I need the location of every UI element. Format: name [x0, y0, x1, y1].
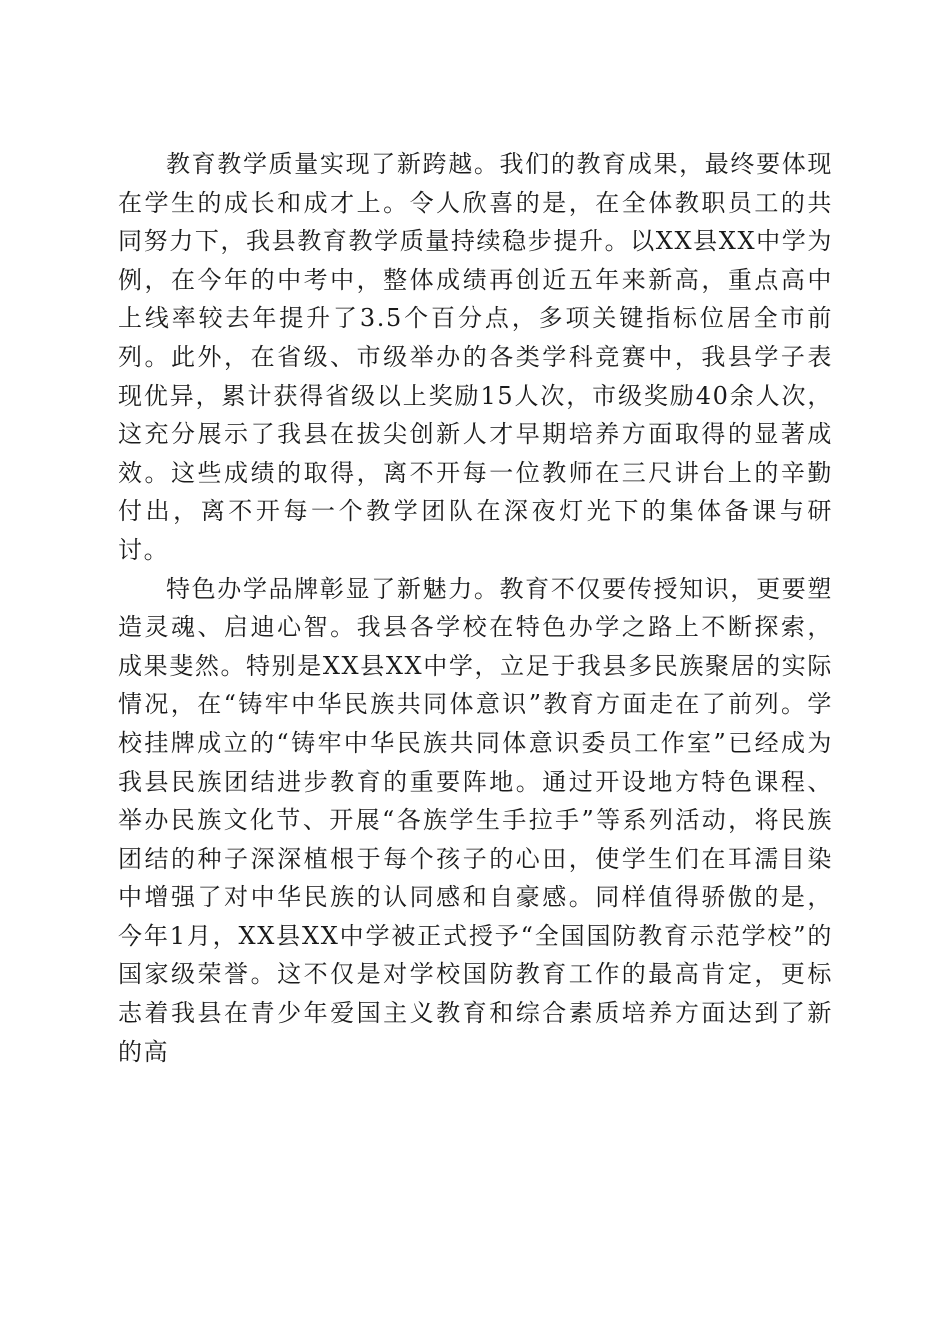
document-body	[118, 145, 833, 1071]
paragraph-school-brand: 特色办学品牌彰显了新魅力。教育不仅要传授知识，更要塑造灵魂、启迪心智。我县各学校在特色办学之路上不断探索，成果斐然。特别是XX县XX中学，立足于我县多民族聚居的实际情况，在“铸牢中华民族共同体意识”教育方面走在了前列。学校挂牌成立的“铸牢中华民族共同体意识委员工作室”已经成为我县民族团结进步教育的重要阵地。通过开设地方特色课程、举办民族文化节、开展“各族学生手拉手”等系列活动，将民族团结的种子深深植根于每个孩子的心田，使学生们在耳濡目染中增强了对中华民族的认同感和自豪感。同样值得骄傲的是，今年1月，XX县XX中学被正式授予“全国国防教育示范学校”的国家级荣誉。这不仅是对学校国防教育工作的最高肯定，更标志着我县在青少年爱国主义教育和综合素质培养方面达到了新的高	[118, 574, 833, 1066]
paragraph-education-quality: 教育教学质量实现了新跨越。我们的教育成果，最终要体现在学生的成长和成才上。令人欣喜的是，在全体教职员工的共同努力下，我县教育教学质量持续稳步提升。以XX县XX中学为例，在今年的中考中，整体成绩再创近五年来新高，重点高中上线率较去年提升了3.5个百分点，多项关键指标位居全市前列。此外，在省级、市级举办的各类学科竞赛中，我县学子表现优异，累计获得省级以上奖励15人次，市级奖励40余人次，这充分展示了我县在拔尖创新人才早期培养方面取得的显著成效。这些成绩的取得，离不开每一位教师在三尺讲台上的辛勤付出，离不开每一个教学团队在深夜灯光下的集体备课与研讨。	[118, 150, 833, 564]
